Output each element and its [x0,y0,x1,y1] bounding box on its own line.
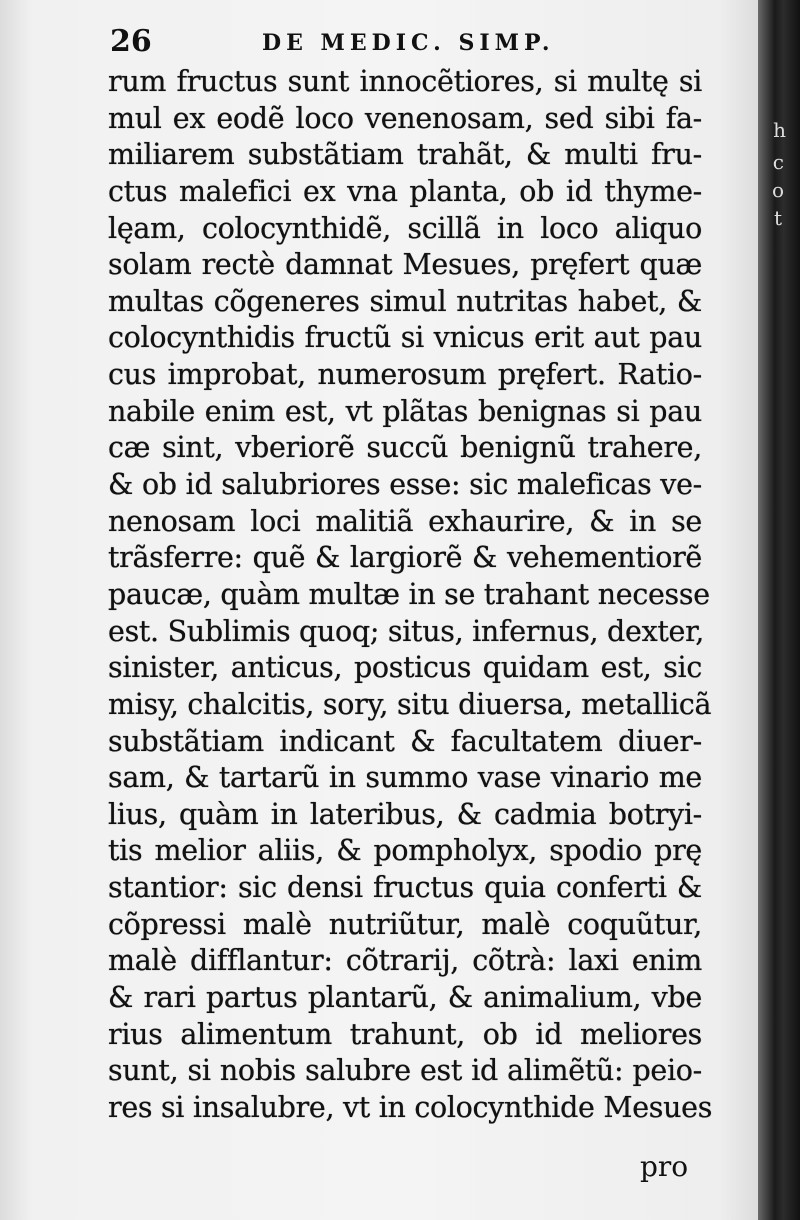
text-line: cõpressi malè nutriũtur, malè coquũtur, [108,907,702,941]
text-line: substãtiam indicant & facultatem diuer- [108,724,702,758]
adjacent-page-letter: c [772,150,784,174]
running-head: DE MEDIC. SIMP. [262,30,555,56]
text-line: trãsferre: quẽ & largiorẽ & vehementiorẽ [108,541,702,575]
adjacent-page-letter: h [773,118,786,142]
text-line: multas cõgeneres simul nutritas habet, & [108,284,702,318]
text-line: sam, & tartarũ in summo vase vinario me [108,761,702,795]
text-line: res si insalubre, vt in colocynthide Mesues [108,1090,713,1124]
text-line: misy, chalcitis, sory, situ diuersa, metallicã [108,687,712,721]
text-line: colocynthidis fructũ si vnicus erit aut pau [108,321,702,355]
text-line: nabile enim est, vt plãtas benignas si pau [108,394,702,428]
page-number: 26 [110,24,152,59]
body-text [108,64,713,1127]
adjacent-page-letter: o [771,178,784,202]
text-line: sunt, si nobis salubre est id alimẽtũ: peio- [108,1054,702,1088]
text-line: rum fructus sunt innocẽtiores, si multę si [108,65,702,98]
text-line: stantior: sic densi fructus quia conferti & [108,871,702,905]
text-line: miliarem substãtiam trahãt, & multi fru- [108,138,702,172]
text-line: rius alimentum trahunt, ob id meliores [108,1017,702,1051]
text-line: tis melior aliis, & pompholyx, spodio prę [108,834,702,868]
page-header [110,20,670,64]
text-line: nenosam loci malitiã exhaurire, & in se [108,504,702,538]
text-line: sinister, anticus, posticus quidam est, sic [108,651,702,685]
text-line: & ob id salubriores esse: sic maleficas ve- [108,468,702,502]
catchword: pro [640,1150,689,1183]
text-line: & rari partus plantarũ, & animalium, vbe [108,981,702,1015]
text-line: lius, quàm in lateribus, & cadmia botryi- [108,797,702,831]
text-line: solam rectè damnat Mesues, pręfert quæ [108,248,702,282]
text-line: est. Sublimis quoq; situs, infernus, dexter, [108,614,705,648]
text-line: ctus malefici ex vna planta, ob id thyme- [108,174,702,208]
text-line: malè difflantur: cõtrarij, cõtrà: laxi enim [108,944,702,978]
text-line: lęam, colocynthidẽ, scillã in loco aliquo [108,211,702,245]
text-line: cæ sint, vberiorẽ succũ benignũ trahere, [108,431,702,465]
text-line: paucæ, quàm multæ in se trahant necesse [108,577,710,611]
text-line: cus improbat, numerosum pręfert. Ratio- [108,358,702,392]
adjacent-page-letter: t [773,206,782,230]
text-line: mul ex eodẽ loco venenosam, sed sibi fa- [108,101,702,135]
